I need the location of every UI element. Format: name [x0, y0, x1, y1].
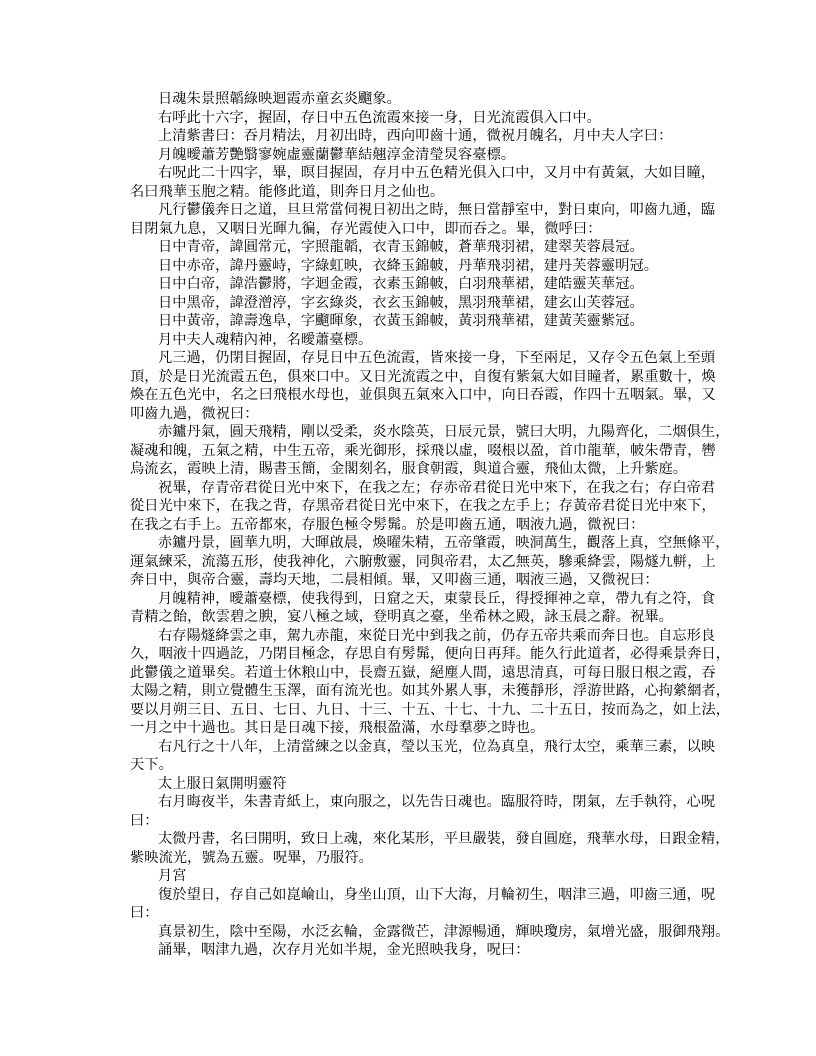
text-line: 一月之中十過也。其日是日魂下接，飛根盈滿，水母羣夢之時也。	[130, 720, 545, 736]
text-line: 曰：	[130, 812, 159, 829]
text-line: 頂，於是日光流霞五色，俱來口中。又日光流霞之中，自復有紫氣大如目瞳者，累重數十，煥	[130, 368, 716, 385]
text-line: 上清紫書曰：吞月精法，月初出時，西向叩齒十通，微祝月魄名，月中夫人字曰：	[158, 128, 673, 144]
text-line: 凝魂和魄，五氣之精，中生五帝，乘光御形，採飛以虛，啜根以盈，首巾龍華，帔朱帶青，轡	[130, 442, 716, 459]
text-line: 久，咽液十四過訖，乃閉目極念，存思自有髣髴，便向日再拜。能久行此道者，必得乘景奔日，	[130, 646, 731, 662]
text-line: 月中夫人魂精內神，名曖蕭臺標。	[158, 331, 373, 348]
text-line: 右凡行之十八年，上清當練之以金真，瑩以玉光，位為真皇，飛行太空，乘華三素，以映	[158, 738, 716, 755]
text-line: 右呪此二十四字，畢，暝目握固，存月中五色精光俱入口中，又月中有黃氣，大如目瞳，	[158, 165, 716, 181]
text-line: 祝畢，存青帝君從日光中來下，在我之左；存赤帝君從日光中來下，在我之右；存白帝君	[158, 479, 716, 496]
text-line: 凡三過，仍閉目握固，存見日中五色流霞，皆來接一身，下至兩足，又存令五色氣上至頭	[158, 350, 716, 366]
text-line: 日中黃帝，諱壽逸阜，字飀暉象，衣黃玉錦帔，黃羽飛華裙，建黃芙靈紫冠。	[158, 313, 644, 329]
text-line: 奔日中，與帝合靈，壽均天地，二晨相傾。畢，又叩齒三通，咽液三過，又微祝曰：	[130, 572, 659, 588]
text-line: 紫映流光，號為五靈。呪畢，乃服符。	[130, 849, 373, 866]
text-line: 赤鑪丹氣，圓天飛精，剛以受柔，炎水陰英，日辰元景，號曰大明，九陽齊化，二烟俱生，	[158, 424, 730, 440]
text-line: 真景初生，陰中至陽，水泛玄輪，金露微芒，津源暢通，輝映瓊房，氣增光盛，服御飛翔。	[158, 923, 730, 940]
text-line: 叩齒九過，微祝曰：	[130, 405, 259, 422]
text-line: 日中赤帝，諱丹靈峙，字綠虹映，衣絳玉錦帔，丹華飛羽裙，建丹芙蓉靈明冠。	[158, 257, 659, 274]
text-line: 青精之飴，飲雲碧之腴，宴八極之域，登明真之臺，坐希林之殿，詠玉晨之辭。祝畢。	[130, 609, 673, 625]
text-line: 天下。	[130, 757, 173, 773]
text-line: 月宮	[158, 868, 187, 884]
text-line: 名曰飛華玉胞之精。能修此道，則奔日月之仙也。	[130, 183, 445, 200]
text-line: 太上服日氣開明靈符	[158, 775, 287, 792]
text-line: 要以月朔三日、五日、七日、九日、十三、十五、十七、十九、二十五日，按而為之，如上法，	[130, 701, 731, 718]
text-line: 日中黑帝，諱澄潧渟，字玄綠炎，衣玄玉錦帔，黑羽飛華裙，建玄山芙蓉冠。	[158, 294, 644, 311]
text-line: 目閉氣九息，又咽日光暉九徧，存光霞使入口中，即而吞之。畢，微呼曰：	[130, 220, 602, 237]
text-line: 從日光中來下，在我之背，存黑帝君從日光中來下，在我之左手上；存黃帝君從日光中來下，	[130, 498, 716, 514]
text-line: 赤鑪丹景，圓華九明，大暉啟晨，煥曜朱精，五帝肇霞，映洞萬生，觀落上真，空無條平，	[158, 535, 730, 551]
text-line: 右存陽燧絳雲之車，駕九赤龍，來從日光中到我之前，仍存五帝共乘而奔日也。自忘形良	[158, 627, 716, 644]
text-line: 日中青帝，諱圓常元，字照龍韜，衣青玉錦帔，蒼華飛羽裙，建翠芙蓉晨冠。	[158, 239, 644, 255]
text-line: 日中白帝，諱浩鬱將，字迴金霞，衣素玉錦帔，白羽飛華裙，建皓靈芙華冠。	[158, 276, 644, 292]
text-line: 右月晦夜半，朱書青紙上，東向服之，以先告日魂也。臨服符時，閉氣，左手執符，心呪	[158, 794, 716, 810]
text-line: 太微丹書，名曰開明，致日上魂，來化某形，平旦嚴裝，發自圓庭，飛華水母，日跟金精，	[158, 831, 730, 847]
text-line: 曰：	[130, 905, 159, 921]
text-line: 在我之右手上。五帝都來，存服色極令髣髴。於是叩齒五通，咽液九過，微祝曰：	[130, 516, 645, 533]
text-line: 日魂朱景照韜綠映迴霞赤童玄炎飀象。	[158, 91, 401, 107]
text-line: 復於望日，存自己如崑崘山，身坐山頂，山下大海，月輪初生，咽津三過，叩齒三通，呪	[158, 886, 716, 903]
text-line: 右呼此十六字，握固，存日中五色流霞來接一身，日光流霞俱入口中。	[158, 109, 601, 126]
text-line: 此鬱儀之道畢矣。若道士休粮山中，長齋五嶽，絕塵人間，遠思清真，可每日服日根之霞，吞	[130, 664, 716, 681]
text-line: 太陽之精，則立覺體生玉澤，面有流光也。如其外累人事，未獲靜形，浮游世路，心拘縈網者，	[130, 683, 731, 699]
text-block	[130, 90, 731, 960]
text-line: 月魄曖蕭芳艷翳寥婉虛靈蘭鬱華結翹淳金清瑩炅容臺標。	[158, 146, 516, 163]
text-line: 誦畢，咽津九過，次存月光如半規，金光照映我身，呪曰：	[158, 942, 530, 958]
text-line: 凡行鬱儀奔日之道，旦旦常當伺視日初出之時，無日當靜室中，對日東向，叩齒九通，臨	[158, 202, 716, 218]
text-line: 煥在五色光中，名之曰飛根水母也，並俱與五氣來入口中，向日吞霞，作四十五咽氣。畢，又	[130, 387, 716, 403]
text-line: 運氣練采，流蕩五形，使我神化，六腑敷靈，同與帝君，太乙無英，驂乘絳雲，陽燧九軿，上	[130, 553, 716, 570]
text-line: 月魄精神，曖蕭臺標，使我得到，日窟之天，東蒙長丘，得授揮神之章，帶九有之符，食	[158, 590, 716, 607]
text-line: 烏流玄，霞映上清，賜書玉簡，金閣刻名，服食朝霞，與道合靈，飛仙太微，上升紫庭。	[130, 461, 688, 477]
